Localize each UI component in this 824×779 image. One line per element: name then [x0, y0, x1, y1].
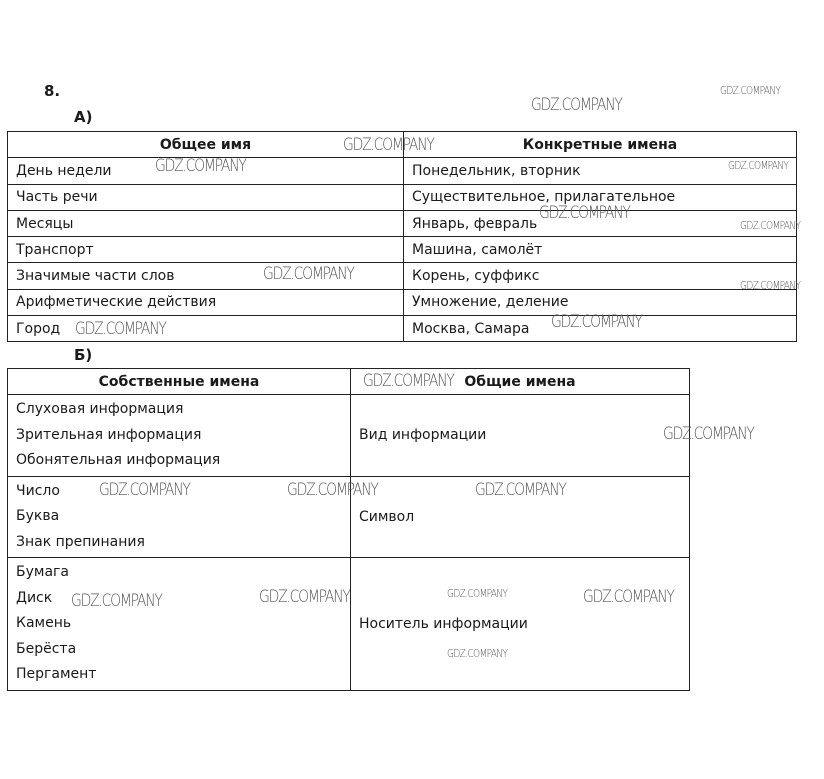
item: Бумага: [16, 564, 69, 580]
cell: Умножение, деление: [404, 289, 797, 315]
cell-general: Носитель информации: [351, 558, 690, 691]
item: Буква: [16, 508, 60, 524]
watermark: GDZ.COMPANY: [728, 159, 789, 172]
part-a-label: А): [74, 108, 93, 126]
cell: Арифметические действия: [8, 289, 404, 315]
cell: Понедельник, вторник: [404, 158, 797, 184]
cell: Существительное, прилагательное: [404, 184, 797, 210]
item: Зрительная информация: [16, 426, 202, 443]
cell: Месяцы: [8, 210, 404, 236]
cell: Корень, суффикс: [404, 263, 797, 289]
cell: Город: [8, 316, 404, 342]
cell: Транспорт: [8, 237, 404, 263]
table-row: [8, 237, 797, 263]
cell: День недели: [8, 158, 404, 184]
cell-general: Символ: [351, 476, 690, 558]
table-a: [7, 131, 797, 342]
item: Обонятельная информация: [16, 452, 221, 468]
watermark: GDZ.COMPANY: [663, 424, 754, 444]
cell-general: Вид информации: [351, 395, 690, 477]
table-header: [8, 369, 690, 395]
cell: Машина, самолёт: [404, 237, 797, 263]
header-proper-names: Собственные имена: [8, 369, 351, 395]
item: Слуховая информация: [16, 401, 184, 417]
header-general-name: Общее имя: [8, 132, 404, 158]
cell-items: [8, 395, 351, 477]
table-row: [8, 210, 797, 236]
watermark: GDZ.COMPANY: [99, 480, 190, 500]
item: Число: [16, 482, 60, 499]
item: Знак препинания: [16, 533, 145, 550]
watermark: GDZ.COMPANY: [740, 219, 801, 232]
watermark: GDZ.COMPANY: [740, 279, 801, 292]
watermark: GDZ.COMPANY: [363, 371, 454, 391]
watermark: GDZ.COMPANY: [447, 647, 508, 660]
watermark: GDZ.COMPANY: [75, 319, 166, 339]
cell: Значимые части слов: [8, 263, 404, 289]
watermark: GDZ.COMPANY: [551, 312, 642, 332]
item: Камень: [16, 615, 72, 631]
cell: Часть речи: [8, 184, 404, 210]
watermark: GDZ.COMPANY: [720, 84, 781, 97]
watermark: GDZ.COMPANY: [263, 264, 354, 284]
watermark: GDZ.COMPANY: [539, 203, 630, 223]
table-row: [8, 558, 690, 691]
part-b-label: Б): [74, 346, 93, 364]
watermark: GDZ.COMPANY: [155, 156, 246, 176]
watermark: GDZ.COMPANY: [531, 95, 622, 115]
table-row: [8, 395, 690, 477]
watermark: GDZ.COMPANY: [259, 587, 350, 607]
table-row: [8, 263, 797, 289]
cell: Москва, Самара: [404, 316, 797, 342]
item: Берёста: [16, 640, 77, 657]
watermark: GDZ.COMPANY: [71, 591, 162, 611]
item: Диск: [16, 589, 53, 606]
watermark: GDZ.COMPANY: [343, 135, 434, 155]
watermark: GDZ.COMPANY: [447, 587, 508, 600]
table-b: [7, 368, 690, 691]
watermark: GDZ.COMPANY: [287, 480, 378, 500]
watermark: GDZ.COMPANY: [475, 480, 566, 500]
table-row: [8, 184, 797, 210]
cell-items: [8, 558, 351, 691]
header-specific-names: Конкретные имена: [404, 132, 797, 158]
table-row: [8, 289, 797, 315]
header-common-names: Общие имена: [351, 369, 690, 395]
watermark: GDZ.COMPANY: [583, 587, 674, 607]
cell: Январь, февраль: [404, 210, 797, 236]
exercise-number: 8.: [44, 82, 61, 100]
table-row: [8, 158, 797, 184]
item: Пергамент: [16, 666, 97, 682]
